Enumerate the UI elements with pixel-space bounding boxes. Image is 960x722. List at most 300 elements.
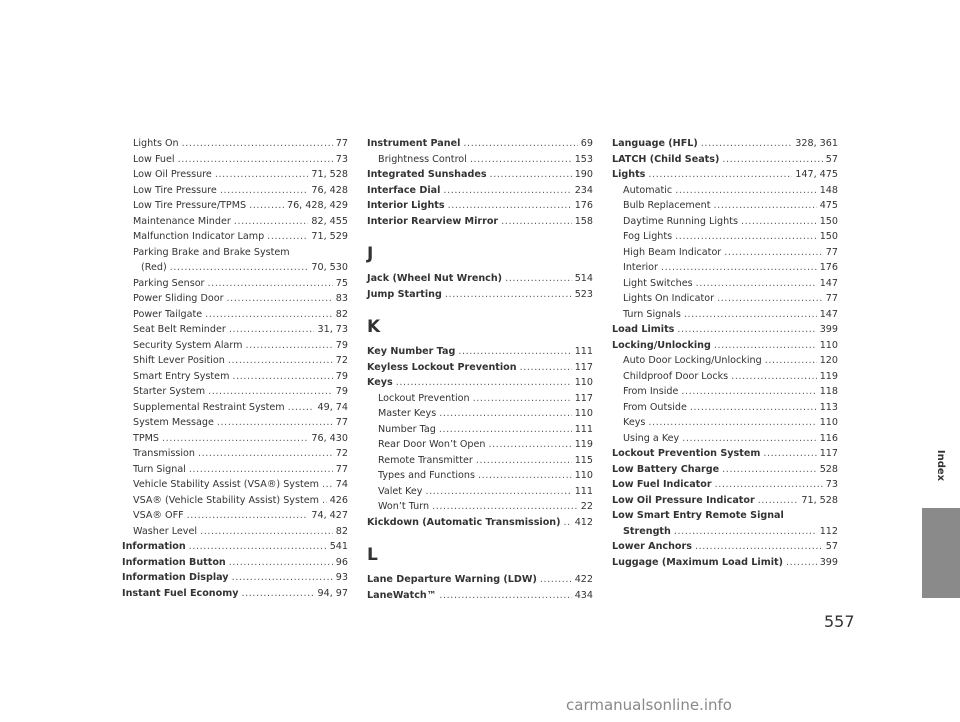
entry-label: Low Smart Entry Remote Signal bbox=[612, 510, 784, 521]
entry-pages[interactable]: 93 bbox=[335, 572, 348, 583]
entry-pages[interactable]: 70, 530 bbox=[311, 262, 348, 273]
index-subentry bbox=[122, 477, 348, 493]
index-entry bbox=[367, 360, 593, 376]
entry-pages[interactable]: 79 bbox=[335, 370, 348, 382]
index-entry bbox=[367, 136, 593, 152]
entry-label: Jack (Wheel Nut Wrench) bbox=[367, 273, 503, 284]
dot-leader bbox=[722, 462, 817, 478]
entry-label: Smart Entry System bbox=[133, 370, 230, 382]
entry-pages[interactable]: 150 bbox=[819, 231, 838, 242]
index-subentry bbox=[367, 468, 593, 484]
dot-leader bbox=[200, 524, 333, 540]
entry-label: Keys bbox=[367, 377, 393, 388]
dot-leader bbox=[322, 477, 333, 493]
entry-pages[interactable]: 111 bbox=[574, 423, 593, 435]
index-entry bbox=[122, 570, 348, 586]
entry-label: Interface Dial bbox=[367, 184, 441, 196]
index-entry bbox=[612, 167, 838, 183]
entry-label: Interior bbox=[623, 262, 658, 273]
dot-leader bbox=[724, 245, 823, 261]
entry-label: Number Tag bbox=[378, 423, 436, 435]
index-entry bbox=[612, 539, 838, 555]
dot-leader bbox=[763, 446, 816, 462]
index-entry bbox=[612, 446, 838, 462]
entry-label: Rear Door Won’t Open bbox=[378, 439, 486, 450]
entry-pages[interactable]: 422 bbox=[574, 574, 593, 585]
index-subentry bbox=[122, 276, 348, 292]
index-entry bbox=[367, 183, 593, 199]
entry-pages[interactable]: 412 bbox=[574, 516, 593, 528]
index-entry bbox=[367, 375, 593, 391]
entry-label: Lower Anchors bbox=[612, 541, 692, 552]
index-subentry bbox=[367, 453, 593, 469]
entry-label: Low Tire Pressure/TPMS bbox=[133, 200, 247, 211]
entry-label: Locking/Unlocking bbox=[612, 339, 711, 351]
index-entry bbox=[367, 515, 593, 531]
index-subentry bbox=[612, 307, 838, 323]
dot-leader bbox=[701, 136, 792, 152]
index-subentry bbox=[612, 415, 838, 431]
dot-leader bbox=[675, 229, 817, 245]
entry-pages[interactable]: 514 bbox=[574, 273, 593, 284]
index-column-3 bbox=[612, 136, 838, 570]
entry-pages[interactable]: 79 bbox=[335, 339, 348, 351]
dot-leader bbox=[443, 183, 571, 199]
dot-leader bbox=[288, 400, 315, 416]
dot-leader bbox=[758, 493, 799, 509]
dot-leader bbox=[232, 369, 332, 385]
entry-pages[interactable]: 119 bbox=[574, 439, 593, 450]
entry-pages[interactable]: 76, 430 bbox=[311, 432, 348, 444]
dot-leader bbox=[241, 586, 314, 602]
entry-pages[interactable]: 76, 428, 429 bbox=[286, 200, 348, 211]
entry-label: Instrument Panel bbox=[367, 138, 461, 149]
dot-leader bbox=[714, 338, 817, 354]
entry-label: Low Oil Pressure Indicator bbox=[612, 494, 755, 506]
entry-pages[interactable]: 234 bbox=[574, 184, 593, 196]
dot-leader bbox=[520, 360, 572, 376]
dot-leader bbox=[648, 167, 792, 183]
dot-leader bbox=[765, 353, 817, 369]
dot-leader bbox=[501, 214, 572, 230]
dot-leader bbox=[731, 369, 817, 385]
entry-pages[interactable]: 147, 475 bbox=[795, 169, 838, 180]
dot-leader bbox=[232, 570, 333, 586]
index-subentry bbox=[122, 446, 348, 462]
dot-leader bbox=[473, 391, 572, 407]
index-subentry bbox=[122, 338, 348, 354]
entry-pages[interactable]: 72 bbox=[335, 448, 348, 459]
entry-pages[interactable]: 82 bbox=[335, 308, 348, 320]
index-subentry bbox=[367, 406, 593, 422]
dot-leader bbox=[229, 555, 333, 571]
dot-leader bbox=[675, 183, 816, 199]
dot-leader bbox=[182, 136, 333, 152]
entry-pages[interactable]: 73 bbox=[825, 479, 838, 490]
entry-label: Luggage (Maximum Load Limit) bbox=[612, 556, 783, 568]
index-subentry bbox=[367, 484, 593, 500]
dot-leader bbox=[227, 291, 333, 307]
entry-pages[interactable]: 77 bbox=[825, 246, 838, 258]
index-subentry bbox=[612, 229, 838, 245]
entry-pages[interactable]: 147 bbox=[819, 277, 838, 289]
index-column-1 bbox=[122, 136, 348, 601]
dot-leader bbox=[470, 152, 572, 168]
index-entry bbox=[612, 136, 838, 152]
dot-leader bbox=[432, 499, 578, 515]
dot-leader bbox=[217, 415, 333, 431]
entry-label: Vehicle Stability Assist (VSA®) System bbox=[133, 479, 319, 490]
entry-pages[interactable]: 111 bbox=[574, 485, 593, 497]
index-entry bbox=[612, 322, 838, 338]
dot-leader bbox=[267, 229, 308, 245]
dot-leader bbox=[322, 493, 327, 509]
entry-pages[interactable]: 328, 361 bbox=[795, 138, 838, 149]
dot-leader bbox=[661, 260, 817, 276]
entry-pages[interactable]: 112 bbox=[819, 525, 838, 537]
index-entry bbox=[367, 287, 593, 303]
dot-leader bbox=[445, 287, 572, 303]
index-entry bbox=[612, 524, 838, 540]
index-subentry bbox=[122, 245, 348, 261]
entry-label: Interior Rearview Mirror bbox=[367, 215, 499, 227]
entry-pages[interactable]: 75 bbox=[335, 277, 348, 289]
index-entry bbox=[612, 493, 838, 509]
index-section-text: Index bbox=[935, 449, 947, 481]
entry-label: Turn Signals bbox=[623, 308, 681, 320]
entry-pages[interactable]: 475 bbox=[819, 200, 838, 211]
dot-leader bbox=[489, 437, 572, 453]
index-subentry bbox=[612, 369, 838, 385]
watermark: carmanualsonline.info bbox=[566, 696, 732, 714]
entry-label: Keyless Lockout Prevention bbox=[367, 361, 517, 373]
entry-pages[interactable]: 110 bbox=[574, 470, 593, 481]
entry-label: Maintenance Minder bbox=[133, 215, 231, 227]
index-subentry bbox=[122, 229, 348, 245]
entry-label: Lane Departure Warning (LDW) bbox=[367, 574, 537, 585]
entry-pages[interactable]: 117 bbox=[574, 361, 593, 373]
entry-pages[interactable]: 83 bbox=[335, 293, 348, 304]
dot-leader bbox=[648, 415, 816, 431]
entry-label: Shift Lever Position bbox=[133, 355, 225, 366]
entry-pages[interactable]: 82, 455 bbox=[311, 215, 348, 227]
entry-label: (Red) bbox=[141, 262, 167, 273]
entry-pages[interactable]: 76, 428 bbox=[311, 184, 348, 196]
entry-label: Power Sliding Door bbox=[133, 293, 224, 304]
entry-pages[interactable]: 77 bbox=[825, 293, 838, 304]
entry-pages[interactable]: 115 bbox=[574, 454, 593, 466]
index-subentry bbox=[367, 437, 593, 453]
entry-label: VSA® OFF bbox=[133, 510, 184, 521]
entry-pages[interactable]: 116 bbox=[819, 432, 838, 444]
entry-label: Low Battery Charge bbox=[612, 463, 720, 475]
entry-label: Childproof Door Locks bbox=[623, 370, 729, 382]
entry-pages[interactable]: 399 bbox=[819, 324, 838, 335]
index-entry bbox=[122, 539, 348, 555]
entry-pages[interactable]: 147 bbox=[819, 308, 838, 320]
entry-pages[interactable]: 110 bbox=[574, 377, 593, 388]
entry-label: Jump Starting bbox=[367, 288, 442, 300]
dot-leader bbox=[208, 276, 333, 292]
entry-label: Keys bbox=[623, 417, 646, 428]
index-subentry bbox=[122, 415, 348, 431]
entry-pages[interactable]: 71, 528 bbox=[311, 169, 348, 180]
index-subentry bbox=[612, 214, 838, 230]
entry-pages[interactable]: 119 bbox=[819, 370, 838, 382]
dot-leader bbox=[228, 353, 333, 369]
dot-leader bbox=[478, 468, 572, 484]
entry-label: Master Keys bbox=[378, 408, 437, 419]
index-subentry bbox=[122, 260, 348, 276]
dot-leader bbox=[490, 167, 572, 183]
index-subentry bbox=[367, 391, 593, 407]
entry-label: VSA® (Vehicle Stability Assist) System bbox=[133, 494, 319, 506]
entry-pages[interactable]: 74 bbox=[335, 479, 348, 490]
entry-pages[interactable]: 541 bbox=[329, 541, 348, 552]
index-subentry bbox=[122, 307, 348, 323]
index-subentry bbox=[122, 400, 348, 416]
index-entry bbox=[612, 508, 838, 524]
entry-pages[interactable]: 118 bbox=[819, 386, 838, 397]
index-entry bbox=[612, 462, 838, 478]
dot-leader bbox=[677, 322, 816, 338]
index-entry bbox=[612, 152, 838, 168]
dot-leader bbox=[439, 406, 571, 422]
index-entry bbox=[367, 344, 593, 360]
entry-pages[interactable]: 528 bbox=[819, 463, 838, 475]
index-entry bbox=[367, 588, 593, 604]
index-subentry bbox=[122, 136, 348, 152]
entry-pages[interactable]: 77 bbox=[335, 417, 348, 428]
entry-pages[interactable]: 117 bbox=[819, 448, 838, 459]
entry-pages[interactable]: 158 bbox=[574, 215, 593, 227]
index-subentry bbox=[367, 152, 593, 168]
dot-leader bbox=[229, 322, 315, 338]
dot-leader bbox=[786, 555, 817, 571]
entry-label: High Beam Indicator bbox=[623, 246, 722, 258]
entry-label: Integrated Sunshades bbox=[367, 169, 487, 180]
entry-label: Lights bbox=[612, 169, 646, 180]
entry-label: From Inside bbox=[623, 386, 679, 397]
index-letter-heading: L bbox=[367, 545, 378, 565]
entry-label: Daytime Running Lights bbox=[623, 215, 738, 227]
entry-pages[interactable]: 22 bbox=[580, 501, 593, 512]
index-subentry bbox=[612, 291, 838, 307]
entry-label: Information bbox=[122, 541, 186, 552]
entry-pages[interactable]: 71, 528 bbox=[801, 494, 838, 506]
index-subentry bbox=[122, 291, 348, 307]
index-subentry bbox=[612, 245, 838, 261]
entry-label: Washer Level bbox=[133, 525, 198, 537]
index-subentry bbox=[612, 384, 838, 400]
index-entry bbox=[367, 167, 593, 183]
entry-pages[interactable]: 82 bbox=[335, 525, 348, 537]
index-subentry bbox=[122, 369, 348, 385]
entry-label: Lights On Indicator bbox=[623, 293, 715, 304]
entry-pages[interactable]: 77 bbox=[335, 463, 348, 475]
index-section-label bbox=[922, 425, 960, 505]
dot-leader bbox=[220, 183, 309, 199]
entry-pages[interactable]: 190 bbox=[574, 169, 593, 180]
entry-label: Parking Brake and Brake System bbox=[133, 246, 290, 258]
index-subentry bbox=[122, 524, 348, 540]
dot-leader bbox=[187, 508, 309, 524]
dot-leader bbox=[717, 291, 823, 307]
index-subentry bbox=[367, 499, 593, 515]
index-subentry bbox=[122, 152, 348, 168]
dot-leader bbox=[246, 338, 333, 354]
index-subentry bbox=[122, 167, 348, 183]
dot-leader bbox=[198, 446, 333, 462]
entry-label: Interior Lights bbox=[367, 200, 445, 211]
index-entry bbox=[367, 271, 593, 287]
entry-label: Language (HFL) bbox=[612, 138, 698, 149]
entry-label: TPMS bbox=[133, 432, 160, 444]
entry-pages[interactable]: 150 bbox=[819, 215, 838, 227]
entry-pages[interactable]: 117 bbox=[574, 392, 593, 404]
dot-leader bbox=[162, 431, 308, 447]
entry-label: Seat Belt Reminder bbox=[133, 324, 226, 335]
dot-leader bbox=[463, 136, 577, 152]
index-subentry bbox=[122, 353, 348, 369]
entry-pages[interactable]: 73 bbox=[335, 153, 348, 165]
dot-leader bbox=[249, 198, 284, 214]
dot-leader bbox=[681, 384, 816, 400]
index-subentry bbox=[367, 422, 593, 438]
dot-leader bbox=[448, 198, 572, 214]
index-subentry bbox=[612, 276, 838, 292]
entry-pages[interactable]: 176 bbox=[574, 200, 593, 211]
dot-leader bbox=[715, 477, 823, 493]
entry-pages[interactable]: 74, 427 bbox=[311, 510, 348, 521]
entry-label: Remote Transmitter bbox=[378, 454, 473, 466]
index-subentry bbox=[122, 214, 348, 230]
entry-pages[interactable]: 31, 73 bbox=[317, 324, 348, 335]
index-entry bbox=[122, 555, 348, 571]
index-tab bbox=[922, 508, 960, 598]
dot-leader bbox=[215, 167, 309, 183]
entry-pages[interactable]: 148 bbox=[819, 184, 838, 196]
entry-label: Parking Sensor bbox=[133, 277, 205, 289]
dot-leader bbox=[684, 307, 817, 323]
entry-pages[interactable]: 399 bbox=[819, 556, 838, 568]
entry-label: Won’t Turn bbox=[378, 501, 430, 512]
entry-label: Using a Key bbox=[623, 432, 680, 444]
dot-leader bbox=[690, 400, 817, 416]
entry-pages[interactable]: 176 bbox=[819, 262, 838, 273]
entry-label: LATCH (Child Seats) bbox=[612, 153, 720, 165]
entry-label: Instant Fuel Economy bbox=[122, 587, 239, 599]
dot-leader bbox=[189, 539, 327, 555]
index-subentry bbox=[122, 198, 348, 214]
entry-pages[interactable]: 110 bbox=[819, 417, 838, 428]
entry-label: Bulb Replacement bbox=[623, 200, 711, 211]
entry-pages[interactable]: 113 bbox=[819, 401, 838, 413]
entry-label: Lockout Prevention bbox=[378, 392, 470, 404]
index-letter-heading: K bbox=[367, 317, 381, 337]
index-subentry bbox=[122, 431, 348, 447]
entry-pages[interactable]: 94, 97 bbox=[317, 587, 348, 599]
dot-leader bbox=[695, 539, 823, 555]
entry-label: Kickdown (Automatic Transmission) bbox=[367, 516, 561, 528]
index-letter-heading: J bbox=[367, 244, 374, 264]
entry-label: Low Fuel bbox=[133, 153, 175, 165]
entry-label: Fog Lights bbox=[623, 231, 673, 242]
index-subentry bbox=[612, 198, 838, 214]
dot-leader bbox=[476, 453, 572, 469]
entry-label: System Message bbox=[133, 417, 214, 428]
entry-pages[interactable]: 49, 74 bbox=[317, 401, 348, 413]
dot-leader bbox=[741, 214, 817, 230]
entry-pages[interactable]: 110 bbox=[819, 339, 838, 351]
entry-pages[interactable]: 120 bbox=[819, 355, 838, 366]
entry-pages[interactable]: 111 bbox=[574, 346, 593, 357]
entry-pages[interactable]: 69 bbox=[580, 138, 593, 149]
index-column-2 bbox=[367, 136, 593, 603]
entry-pages[interactable]: 57 bbox=[825, 153, 838, 165]
dot-leader bbox=[439, 422, 572, 438]
index-entry bbox=[612, 338, 838, 354]
entry-label: Brightness Control bbox=[378, 153, 467, 165]
entry-pages[interactable]: 57 bbox=[825, 541, 838, 552]
entry-label: Security System Alarm bbox=[133, 339, 243, 351]
entry-label: Lights On bbox=[133, 138, 179, 149]
entry-label: From Outside bbox=[623, 401, 687, 413]
dot-leader bbox=[205, 307, 333, 323]
entry-label: Malfunction Indicator Lamp bbox=[133, 231, 265, 242]
dot-leader bbox=[722, 152, 822, 168]
dot-leader bbox=[178, 152, 333, 168]
entry-pages[interactable]: 434 bbox=[574, 589, 593, 601]
entry-pages[interactable]: 79 bbox=[335, 386, 348, 397]
entry-pages[interactable]: 426 bbox=[329, 494, 348, 506]
dot-leader bbox=[682, 431, 816, 447]
index-subentry bbox=[612, 183, 838, 199]
index-subentry bbox=[612, 400, 838, 416]
index-entry bbox=[612, 555, 838, 571]
entry-label: Information Button bbox=[122, 556, 226, 568]
entry-pages[interactable]: 523 bbox=[574, 288, 593, 300]
entry-pages[interactable]: 110 bbox=[574, 408, 593, 419]
entry-label: LaneWatch™ bbox=[367, 589, 437, 601]
index-entry bbox=[367, 572, 593, 588]
index-subentry bbox=[122, 508, 348, 524]
index-subentry bbox=[122, 322, 348, 338]
entry-label: Low Oil Pressure bbox=[133, 169, 212, 180]
index-subentry bbox=[612, 353, 838, 369]
entry-label: Automatic bbox=[623, 184, 673, 196]
dot-leader bbox=[564, 515, 572, 531]
entry-label: Lockout Prevention System bbox=[612, 448, 761, 459]
entry-pages[interactable]: 72 bbox=[335, 355, 348, 366]
entry-pages[interactable]: 96 bbox=[335, 556, 348, 568]
entry-pages[interactable]: 71, 529 bbox=[311, 231, 348, 242]
entry-label: Power Tailgate bbox=[133, 308, 203, 320]
entry-label: Low Fuel Indicator bbox=[612, 479, 712, 490]
entry-pages[interactable]: 77 bbox=[335, 138, 348, 149]
entry-label: Starter System bbox=[133, 386, 206, 397]
entry-label: Supplemental Restraint System bbox=[133, 401, 285, 413]
index-entry bbox=[367, 198, 593, 214]
entry-pages[interactable]: 153 bbox=[574, 153, 593, 165]
dot-leader bbox=[674, 524, 817, 540]
entry-label: Light Switches bbox=[623, 277, 693, 289]
index-entry bbox=[122, 586, 348, 602]
entry-label: Load Limits bbox=[612, 324, 675, 335]
dot-leader bbox=[396, 375, 572, 391]
dot-leader bbox=[714, 198, 817, 214]
dot-leader bbox=[505, 271, 572, 287]
